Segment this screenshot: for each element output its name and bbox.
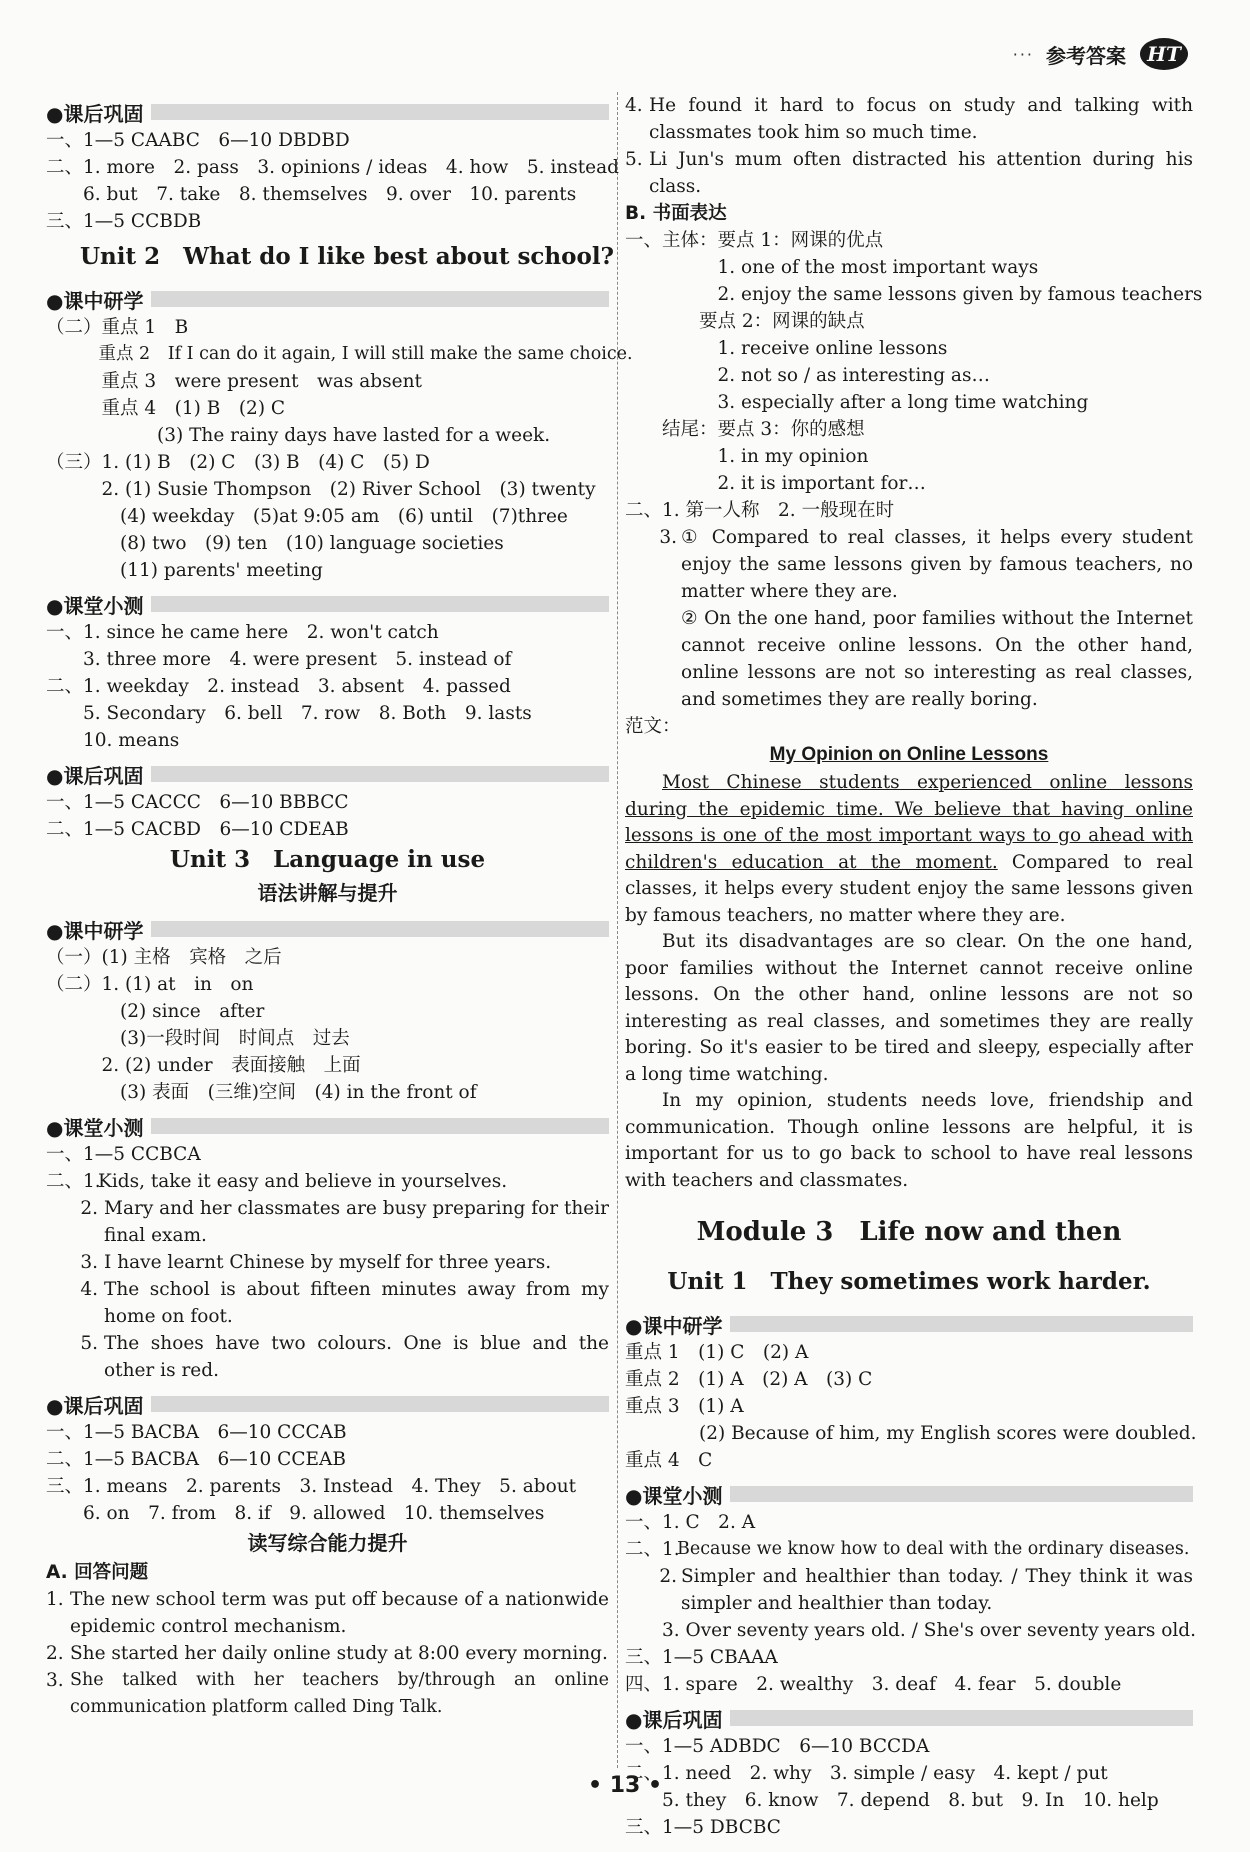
answer-line: 10. means [46,730,180,751]
answer-line: 重点 3 were present was absent [46,371,422,392]
answer-line: 一、主体：要点 1：网课的优点 [625,230,884,251]
item-text: Simpler and healthier than today. / They think it was simpler and healthier than today. [681,1566,1193,1614]
section-header: ●课后巩固 [46,97,609,127]
answer-line: (3)一段时间 时间点 过去 [46,1028,350,1049]
answer-line: 2. not so / as interesting as… [625,365,990,386]
answer-item [46,1640,609,1667]
item-text: Kids, take it easy and believe in yourselves. [98,1171,508,1192]
answer-item [46,1586,609,1640]
answer-line: 三、1. means 2. parents 3. Instead 4. They 5. about [46,1476,577,1497]
section-header: ●课堂小测 [46,589,609,619]
item-number: 1. [46,1589,64,1610]
answer-line: 二、1—5 CACBD 6—10 CDEAB [46,819,349,840]
answer-line: 3. especially after a long time watching [625,392,1089,413]
answer-line: 一、1—5 CCBCA [46,1144,201,1165]
item-number: 二、1. [46,1171,101,1192]
item-text: She started her daily online study at 8:00 every morning. [70,1643,608,1664]
answer-item [46,1249,609,1276]
answer-line: 1. in my opinion [625,446,869,467]
item-body [681,524,1193,713]
section-header: ●课后巩固 [46,759,609,789]
answer-line: 重点 4 C [625,1450,713,1471]
page-number: • 13 • [587,1773,663,1798]
underlined-text: Most Chinese students experienced online lessons during the epidemic time. We believe that having online lessons is one of the most important ways to go ahead with children's education at the moment. [625,772,1193,873]
item-text: ② On the one hand, poor families without the Internet cannot receive online lessons. On the other hand, online lessons are not so interesting as real classes, and sometimes they are really boring. [681,608,1193,710]
answer-line: (2) since after [46,1001,265,1022]
section-bar [730,1486,1193,1502]
answer-line: 6. but 7. take 8. themselves 9. over 10. parents [46,184,577,205]
essay-label: 范文： [625,716,681,737]
subsection-title: 语法讲解与提升 [257,881,398,905]
essay-paragraph: In my opinion, students needs love, friendship and communication. Though online lessons are helpful, it is important for us to go back to school to have real lessons with teachers and classmates. [625,1090,1193,1191]
item-number: 3. [659,527,677,548]
item-number: 5. [625,149,643,170]
item-text: He found it hard to focus on study and talking with classmates took him so much time. [649,95,1193,143]
answer-line: 6. on 7. from 8. if 9. allowed 10. themselves [46,1503,545,1524]
section-bar [151,1118,609,1134]
answer-line: 一、1—5 CAABC 6—10 DBDBD [46,130,350,151]
unit-title: Unit 2 What do I like best about school? [80,243,615,270]
answer-item [625,146,1193,200]
answer-item [46,1330,609,1384]
answer-item [46,1667,609,1721]
item-text: Mary and her classmates are busy preparing for their final exam. [104,1198,609,1246]
item-number: 3. [46,1670,64,1691]
section-header: ●课后巩固 [46,1389,609,1419]
answer-line: (3) The rainy days have lasted for a week. [46,425,551,446]
item-number: 二、1. [625,1539,680,1560]
item-number: 2. [46,1643,64,1664]
answer-item [625,524,1193,713]
answer-line: (4) weekday (5)at 9:05 am (6) until (7)three [46,506,568,527]
section-bar [151,596,609,612]
answer-line: 三、1—5 CCBDB [46,211,202,232]
item-text: ① Compared to real classes, it helps every student enjoy the same lessons given by famous teachers, no matter where they are. [681,527,1193,602]
section-bar [151,291,609,307]
module-title: Module 3 Life now and then [696,1217,1122,1247]
answer-item [625,1563,1193,1617]
answer-line: 3. Over seventy years old. / She's over seventy years old. [625,1620,1196,1641]
answer-item [625,92,1193,146]
answer-line: 四、1. spare 2. wealthy 3. deaf 4. fear 5. double [625,1674,1122,1695]
answer-line: 一、1—5 BACBA 6—10 CCCAB [46,1422,347,1443]
answer-line: 二、1—5 BACBA 6—10 CCEAB [46,1449,346,1470]
item-number: 4. [80,1279,98,1300]
unit-title: Unit 3 Language in use [169,846,486,873]
answer-line: 要点 2：网课的缺点 [625,311,865,332]
answer-line: （二）1. (1) at in on [46,974,254,995]
item-number: 3. [80,1252,98,1273]
essay-paragraph: But its disadvantages are so clear. On the one hand, poor families without the Internet cannot receive online lessons. On the other hand, online lessons are not so interesting as real classes, and sometimes they are really boring. So it's easier to be tired and sleepy, especially after a long time watching. [625,931,1193,1085]
answer-line: 重点 3 (1) A [625,1396,744,1417]
section-bar [151,104,609,120]
answer-line: 一、1. since he came here 2. won't catch [46,622,439,643]
section-header: ●课堂小测 [625,1479,1193,1509]
answer-line: 重点 1 (1) C (2) A [625,1342,809,1363]
left-column [46,92,633,1721]
answer-line: 三、1—5 CBAAA [625,1647,778,1668]
item-text: Li Jun's mum often distracted his attention during his class. [649,149,1193,197]
answer-line: 二、1. more 2. pass 3. opinions / ideas 4. how 5. instead [46,157,619,178]
answer-line: 2. it is important for… [625,473,926,494]
answer-item [625,1536,1193,1563]
answer-line: 3. three more 4. were present 5. instead of [46,649,512,670]
answer-line: 2. enjoy the same lessons given by famous teachers [625,284,1203,305]
answer-line: 1. one of the most important ways [625,257,1039,278]
section-header: ●课中研学 [46,914,609,944]
answer-item [46,1168,609,1195]
answer-line: 结尾：要点 3：你的感想 [625,419,865,440]
answer-item [46,1195,609,1249]
answer-line: (8) two (9) ten (10) language societies [46,533,504,554]
essay-paragraph: Most Chinese students experienced online lessons during the epidemic time. We believe that having online lessons is one of the most important ways to go ahead with children's education at the moment. Compared to real classes, it helps every student enjoy the same lessons given by famous teachers, no matter where they are. [625,772,1193,926]
item-text: Because we know how to deal with the ordinary diseases. [677,1539,1190,1559]
page-header [1013,32,1190,76]
section-header: ●课中研学 [625,1309,1193,1339]
item-text: The new school term was put off because of a nationwide epidemic control mechanism. [70,1589,609,1637]
answer-line: （一）(1) 主格 宾格 之后 [46,947,282,968]
essay-title: My Opinion on Online Lessons [769,744,1049,765]
header-dots: ··· [1012,44,1034,64]
model-essay [625,770,1193,1194]
answer-line: 重点 4 (1) B (2) C [46,398,286,419]
answer-line: 5. they 6. know 7. depend 8. but 9. In 10. help [625,1790,1159,1811]
section-bar [151,921,609,937]
answer-line: 一、1—5 ADBDC 6—10 BCCDA [625,1736,930,1757]
section-header: ●课中研学 [46,284,609,314]
answer-line: (11) parents' meeting [46,560,323,581]
answer-line: （二）重点 1 B [46,317,189,338]
answer-line: 1. receive online lessons [625,338,948,359]
ht-logo-icon [1138,35,1190,73]
answer-line: 三、1—5 DBCBC [625,1817,781,1838]
answer-line: 2. (1) Susie Thompson (2) River School (3) twenty [46,479,596,500]
logo-text: HT [1147,42,1181,66]
section-bar [730,1316,1193,1332]
item-number: 2. [80,1198,98,1219]
answer-line: 5. Secondary 6. bell 7. row 8. Both 9. lasts [46,703,532,724]
section-bar [151,766,609,782]
answer-line: 重点 2 (1) A (2) A (3) C [625,1369,873,1390]
section-bar [730,1710,1193,1726]
answer-line: 一、1—5 CACCC 6—10 BBBCC [46,792,349,813]
item-number: 2. [659,1566,677,1587]
item-number: 4. [625,95,643,116]
answer-item [46,1276,609,1330]
part-title: A. 回答问题 [46,1562,149,1583]
right-column [625,92,1203,1841]
header-title: 参考答案 [1046,43,1126,68]
part-title: B. 书面表达 [625,203,727,224]
item-text: The shoes have two colours. One is blue and the other is red. [104,1333,609,1381]
answer-line: 二、1. need 2. why 3. simple / easy 4. kept / put [625,1763,1108,1784]
answer-line: 2. (2) under 表面接触 上面 [46,1055,361,1076]
section-header: ●课堂小测 [46,1111,609,1141]
answer-line: 二、1. weekday 2. instead 3. absent 4. passed [46,676,511,697]
answer-line: 重点 2 If I can do it again, I will still make the same choice. [46,344,633,364]
section-bar [151,1396,609,1412]
subsection-title: 读写综合能力提升 [247,1531,408,1555]
section-header: ●课后巩固 [625,1703,1193,1733]
item-text: The school is about fifteen minutes away from my home on foot. [104,1279,609,1327]
item-text: She talked with her teachers by/through an online communication platform called Ding Talk. [70,1670,609,1717]
item-text: I have learnt Chinese by myself for three years. [104,1252,552,1273]
answer-line: (3) 表面 (三维)空间 (4) in the front of [46,1082,477,1103]
answer-line: (2) Because of him, my English scores were doubled. [625,1423,1197,1444]
unit-title: Unit 1 They sometimes work harder. [667,1268,1151,1295]
answer-line: 二、1. 第一人称 2. 一般现在时 [625,500,895,521]
answer-line: （三）1. (1) B (2) C (3) B (4) C (5) D [46,452,430,473]
item-number: 5. [80,1333,98,1354]
answer-line: 一、1. C 2. A [625,1512,756,1533]
